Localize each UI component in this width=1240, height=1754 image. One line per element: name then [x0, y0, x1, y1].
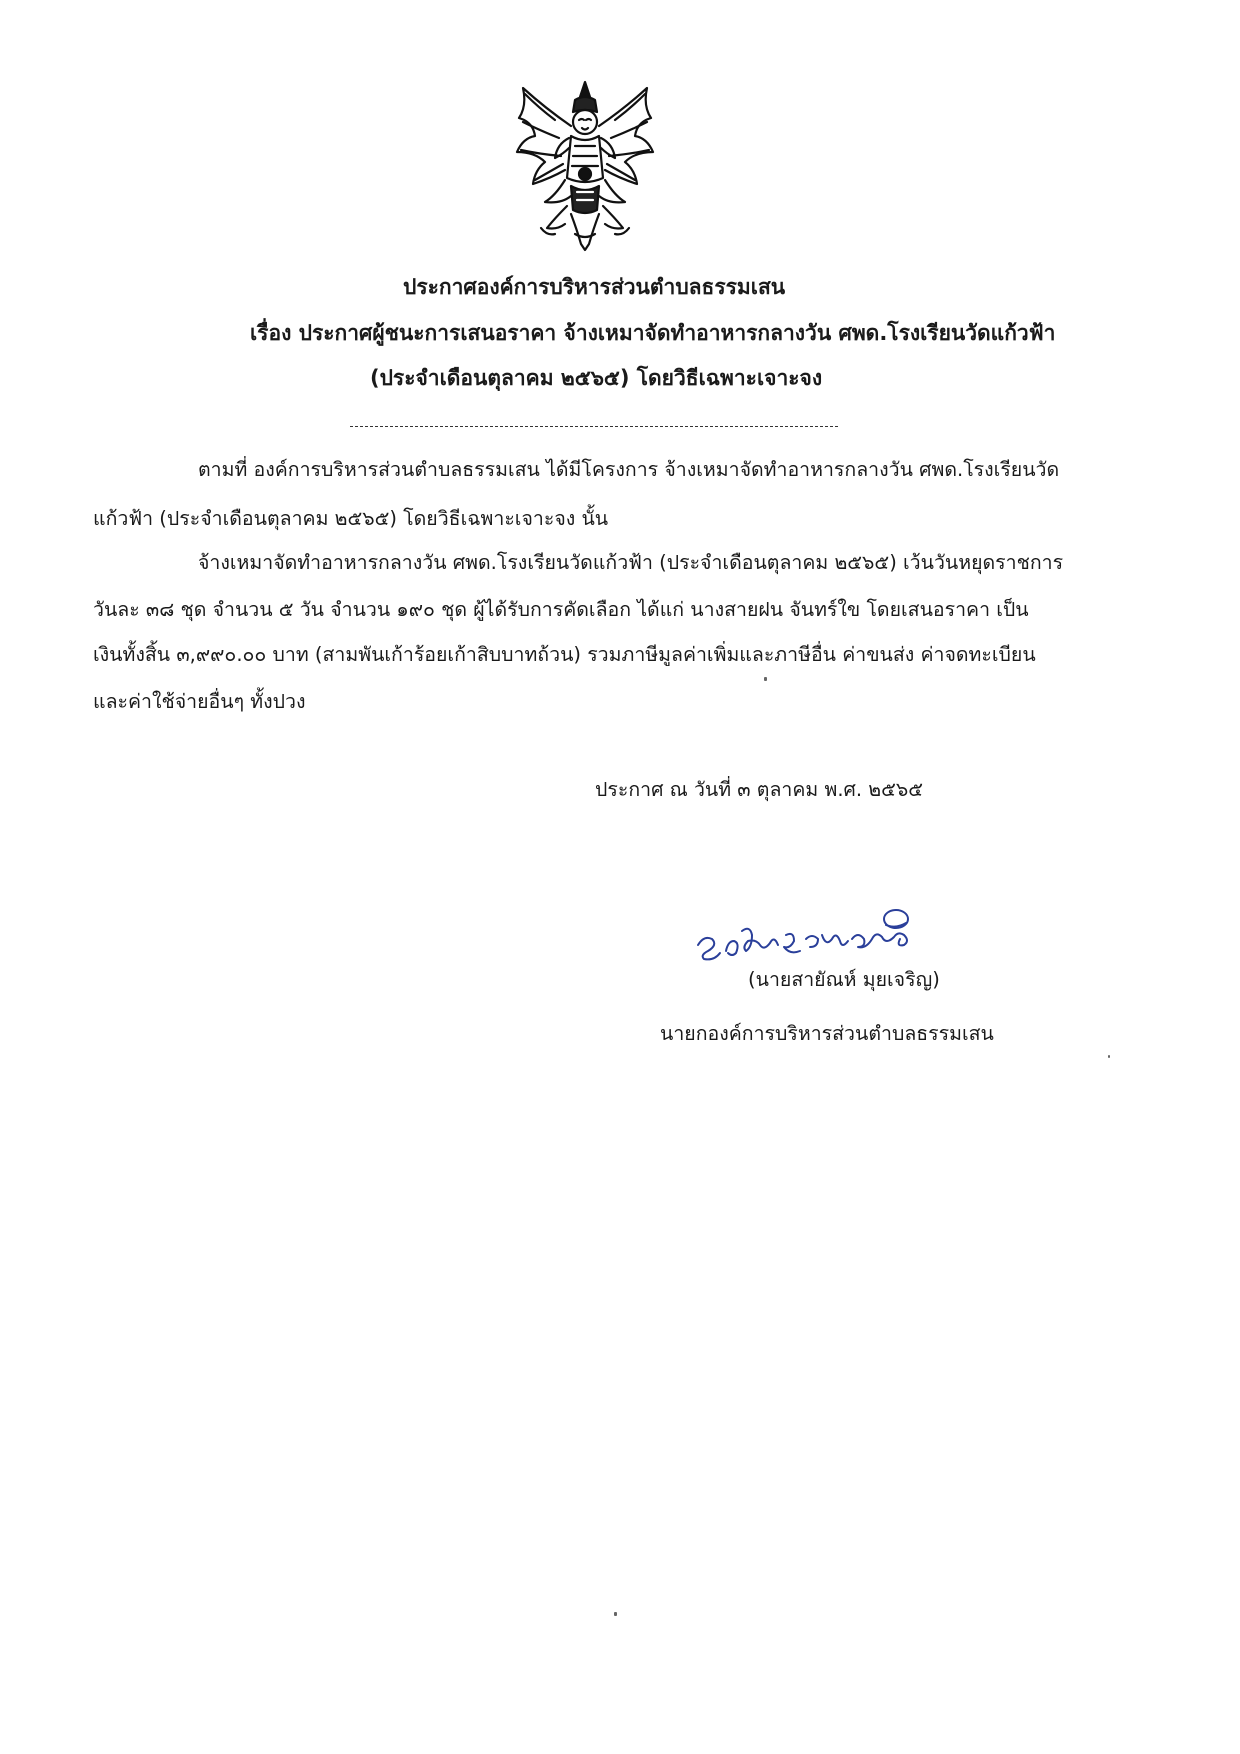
announcement-subject-continued: (ประจำเดือนตุลาคม ๒๕๖๕) โดยวิธีเฉพาะเจาะจง — [370, 366, 823, 390]
body-paragraph-1-line-1: ตามที่ องค์การบริหารส่วนตำบลธรรมเสน ได้มีโครงการ จ้างเหมาจัดทำอาหารกลางวัน ศพด.โรงเรียนวัด — [198, 458, 1060, 481]
announcement-date: ประกาศ ณ วันที่ ๓ ตุลาคม พ.ศ. ๒๕๖๕ — [595, 778, 924, 801]
scan-speck — [1108, 1055, 1110, 1058]
scan-speck — [614, 1612, 617, 1616]
body-paragraph-2-line-3: เงินทั้งสิ้น ๓,๙๙๐.๐๐ บาท (สามพันเก้าร้อยเก้าสิบบาทถ้วน) รวมภาษีมูลค่าเพิ่มและภาษีอื่น ค่าขนส่ง ค่าจดทะเบียน — [93, 643, 1036, 666]
signer-position: นายกองค์การบริหารส่วนตำบลธรรมเสน — [660, 1022, 994, 1045]
scan-speck — [764, 677, 767, 681]
announcement-subject: เรื่อง ประกาศผู้ชนะการเสนอราคา จ้างเหมาจัดทำอาหารกลางวัน ศพด.โรงเรียนวัดแก้วฟ้า — [250, 321, 1056, 345]
body-paragraph-2-line-2: วันละ ๓๘ ชุด จำนวน ๕ วัน จำนวน ๑๙๐ ชุด ผู้ได้รับการคัดเลือก ได้แก่ นางสายฝน จันทร์ใข โดยเสนอราคา เป็น — [93, 598, 1029, 621]
body-paragraph-1-line-2: แก้วฟ้า (ประจำเดือนตุลาคม ๒๕๖๕) โดยวิธีเฉพาะเจาะจง นั้น — [93, 507, 609, 530]
body-paragraph-2-line-1: จ้างเหมาจัดทำอาหารกลางวัน ศพด.โรงเรียนวัดแก้วฟ้า (ประจำเดือนตุลาคม ๒๕๖๕) เว้นวันหยุดราชการ — [198, 551, 1064, 574]
signer-name: (นายสายัณห์ มุยเจริญ) — [748, 968, 940, 991]
announcement-title: ประกาศองค์การบริหารส่วนตำบลธรรมเสน — [403, 275, 786, 299]
body-paragraph-2-line-4: และค่าใช้จ่ายอื่นๆ ทั้งปวง — [93, 690, 306, 713]
handwritten-signature-icon — [690, 895, 940, 975]
garuda-emblem-icon — [505, 78, 665, 258]
dashed-divider — [350, 426, 838, 427]
